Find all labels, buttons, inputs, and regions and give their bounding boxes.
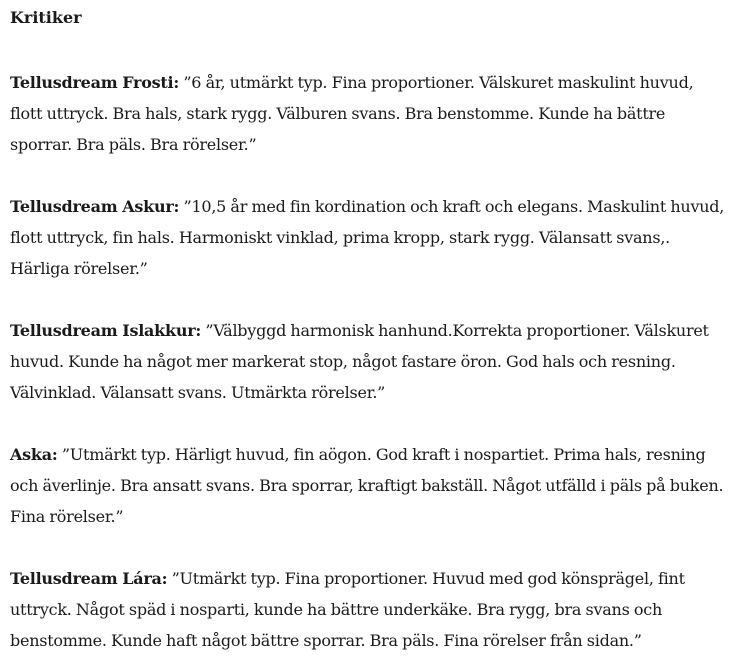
review-lara: [10, 563, 725, 656]
dog-name: Tellusdream Frosti:: [10, 73, 180, 92]
review-aska: [10, 439, 725, 532]
critiques-document: [10, 6, 725, 656]
dog-name: Tellusdream Lára:: [10, 569, 168, 588]
review-frosti: [10, 67, 725, 160]
dog-name: Tellusdream Askur:: [10, 197, 180, 216]
dog-name: Tellusdream Islakkur:: [10, 321, 202, 340]
review-text: ”6 år, utmärkt typ. Fina proportioner. Välskuret maskulint huvud, flott uttryck. Bra hals, stark rygg. Välburen svans. Bra benstomme. Kunde ha bättre sporrar. Bra päls. Bra rörelser.”: [10, 73, 694, 154]
review-text: ”Utmärkt typ. Fina proportioner. Huvud med god könsprägel, fint uttryck. Något späd i nosparti, kunde ha bättre underkäke. Bra rygg, bra svans och benstomme. Kunde haft något bättre sporrar. Bra päls. Fina rörelser från sidan.”: [10, 569, 685, 650]
review-text: ”10,5 år med fin kordination och kraft och elegans. Maskulint huvud, flott uttryck, fin hals. Harmoniskt vinklad, prima kropp, stark rygg. Välansatt svans,. Härliga rörelser.”: [10, 197, 725, 278]
review-askur: [10, 191, 725, 284]
review-text: ”Utmärkt typ. Härligt huvud, fin aögon. God kraft i nospartiet. Prima hals, resning och äverlinje. Bra ansatt svans. Bra sporrar, kraftigt bakställ. Något utfälld i päls på buken. Fina rörelser.”: [10, 445, 724, 526]
page-title: Kritiker: [10, 8, 82, 27]
dog-name: Aska:: [10, 445, 58, 464]
review-islakkur: [10, 315, 725, 408]
review-text: ”Välbyggd harmonisk hanhund.Korrekta proportioner. Välskuret huvud. Kunde ha något mer markerat stop, något fastare öron. God hals och resning. Välvinklad. Välansatt svans. Utmärkta rörelser.”: [10, 321, 709, 402]
